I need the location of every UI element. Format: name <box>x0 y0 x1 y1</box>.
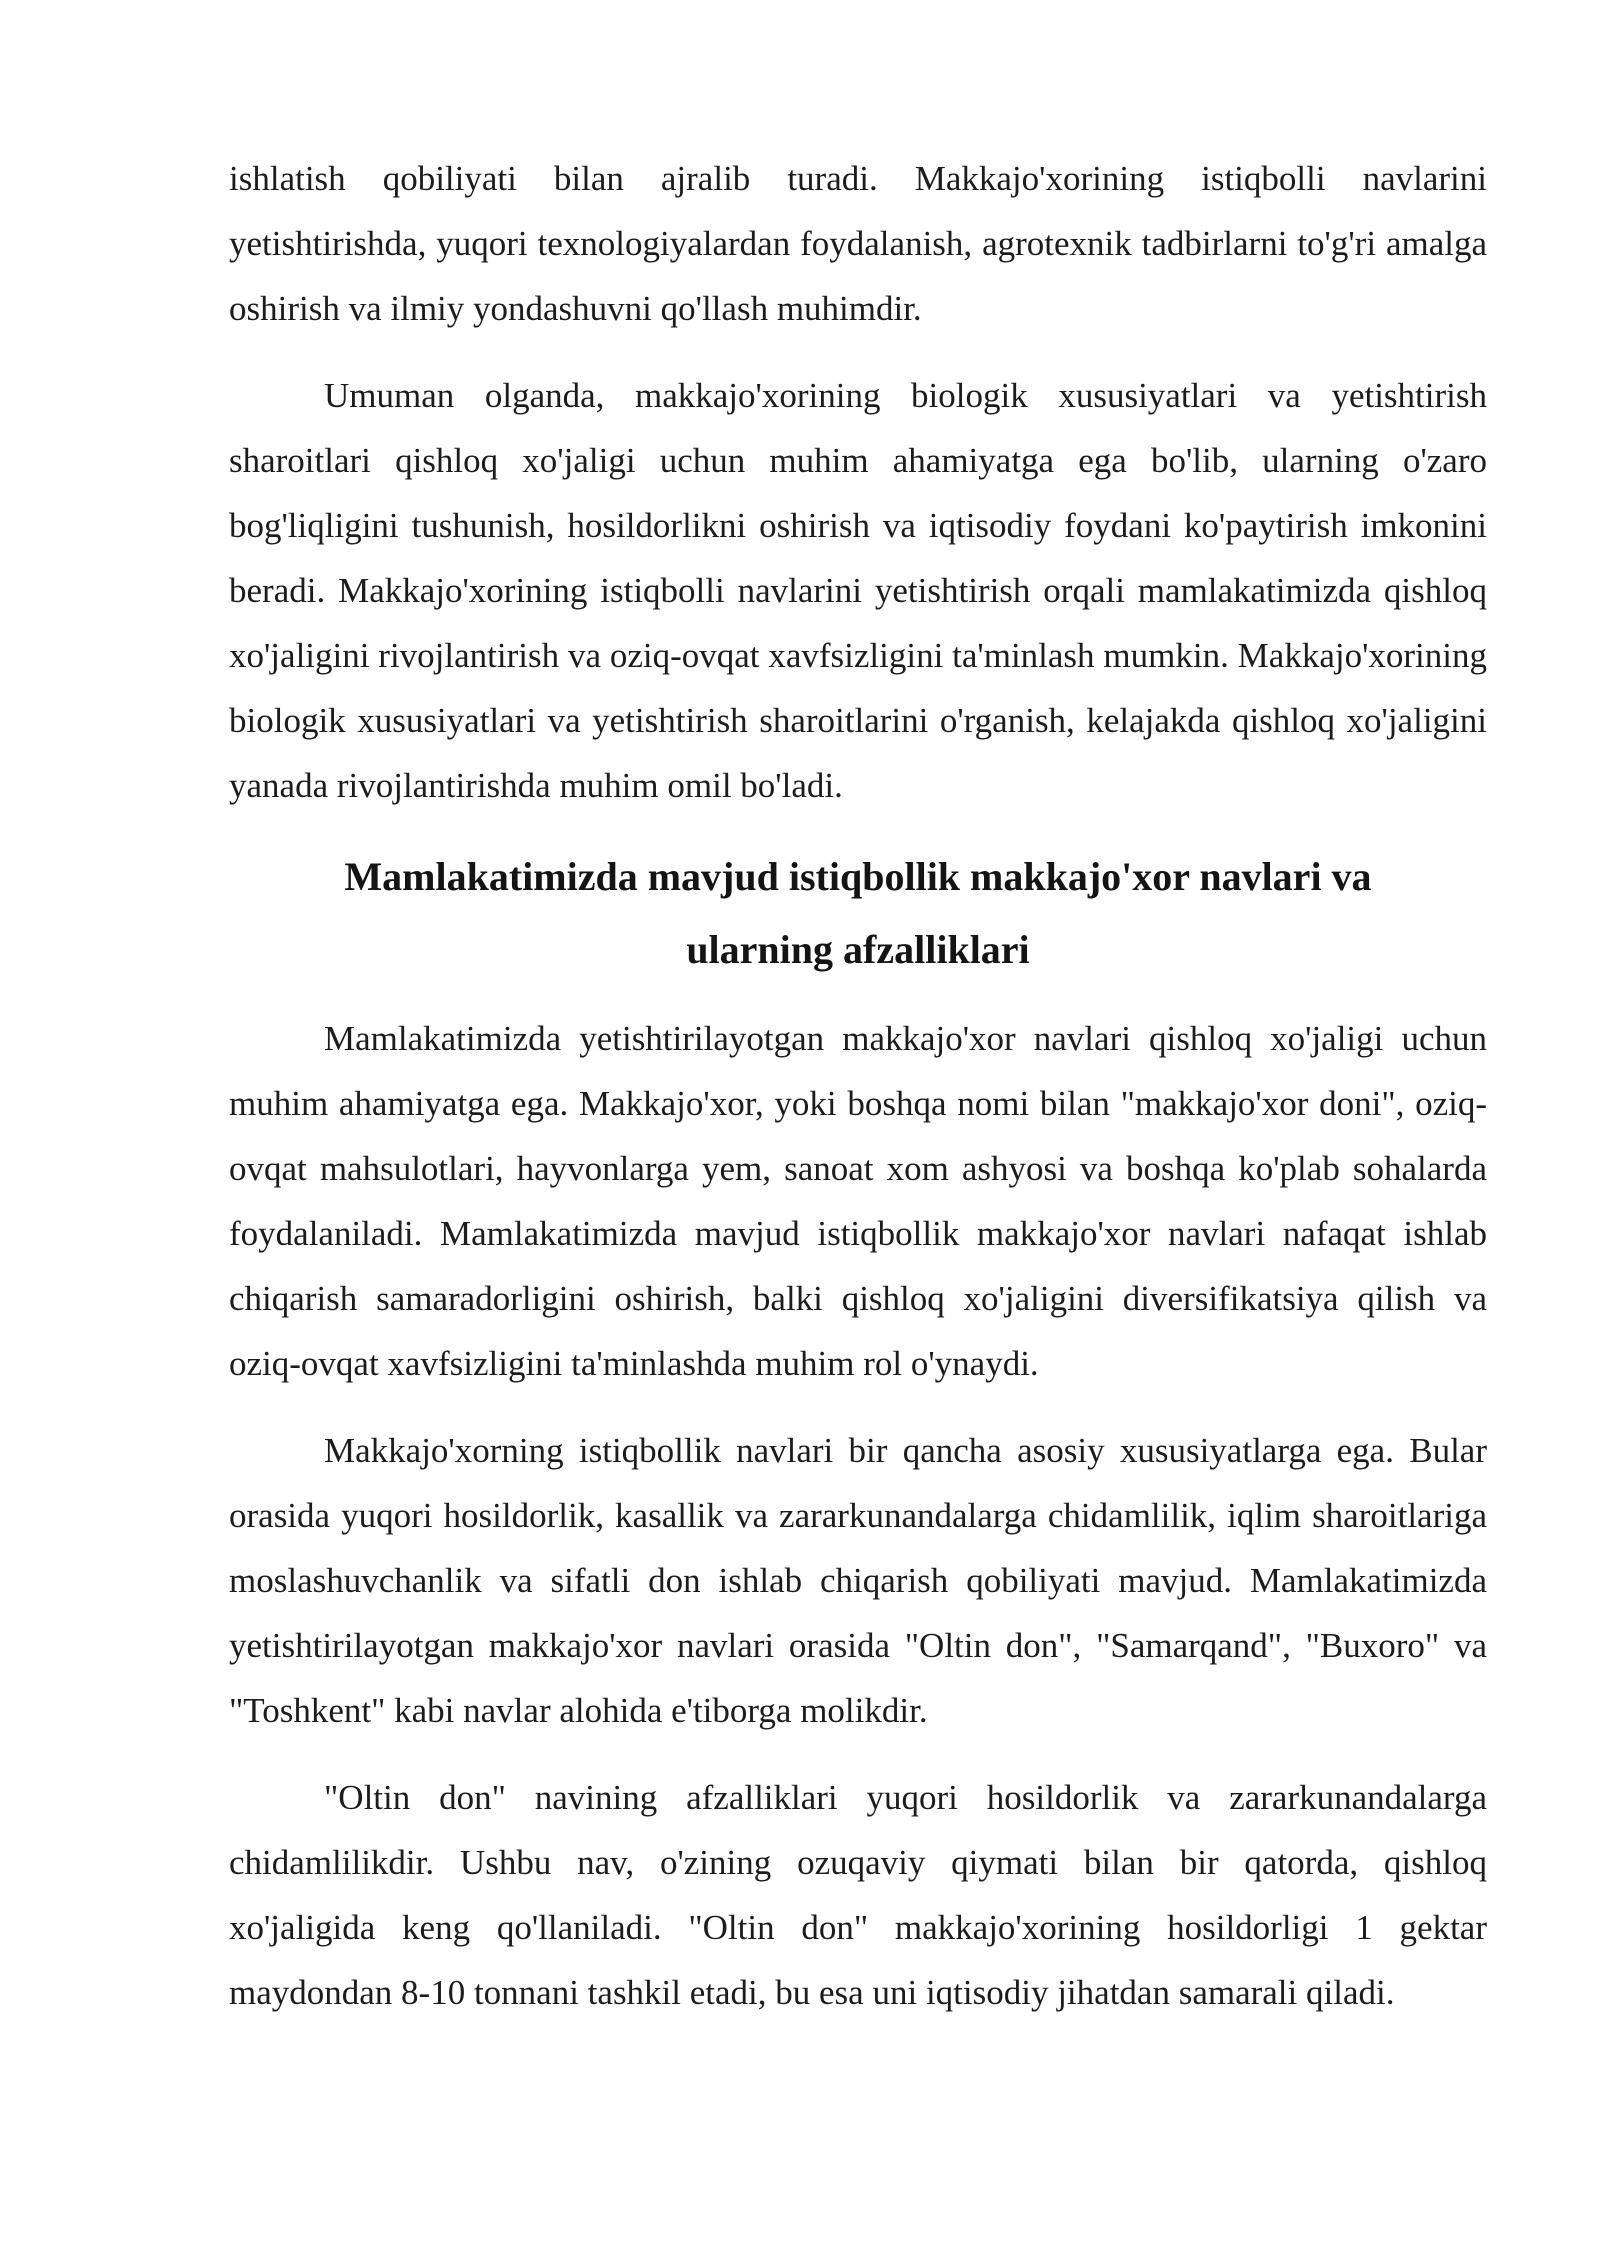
section-heading-line-2: ularning afzalliklari <box>686 927 1030 972</box>
section-heading-line-1: Mamlakatimizda mavjud istiqbollik makkajo'xor navlari va <box>344 854 1372 899</box>
paragraph-conclusion: Umuman olganda, makkajo'xorining biologik xususiyatlari va yetishtirish sharoitlari qishloq xo'jaligi uchun muhim ahamiyatga ega bo'lib, ularning o'zaro bog'liqligini tushunish, hosildorlikni oshirish va iqtisodiy foydani ko'paytirish imkonini beradi. Makkajo'xorining istiqbolli navlarini yetishtirish orqali mamlakatimizda qishloq xo'jaligini rivojlantirish va oziq-ovqat xavfsizligini ta'minlash mumkin. Makkajo'xorining biologik xususiyatlari va yetishtirish sharoitlarini o'rganish, kelajakda qishloq xo'jaligini yanada rivojlantirishda muhim omil bo'ladi. <box>229 376 1487 805</box>
paragraph-oltin-don: "Oltin don" navining afzalliklari yuqori hosildorlik va zararkunandalarga chidamlilikdir. Ushbu nav, o'zining ozuqaviy qiymati bilan bir qatorda, qishloq xo'jaligida keng qo'llaniladi. "Oltin don" makkajo'xorining hosildorligi 1 gektar maydondan 8-10 tonnani tashkil etadi, bu esa uni iqtisodiy jihatdan samarali qiladi. <box>229 1778 1487 2012</box>
section-heading <box>229 840 1487 986</box>
document-page <box>229 146 1487 2047</box>
paragraph-features: Makkajo'xorning istiqbollik navlari bir qancha asosiy xususiyatlarga ega. Bular orasida yuqori hosildorlik, kasallik va zararkunandalarga chidamlilik, iqlim sharoitlariga moslashuvchanlik va sifatli don ishlab chiqarish qobiliyati mavjud. Mamlakatimizda yetishtirilayotgan makkajo'xor navlari orasida "Oltin don", "Samarqand", "Buxoro" va "Toshkent" kabi navlar alohida e'tiborga molikdir. <box>229 1431 1487 1730</box>
paragraph-intro: Mamlakatimizda yetishtirilayotgan makkajo'xor navlari qishloq xo'jaligi uchun muhim ahamiyatga ega. Makkajo'xor, yoki boshqa nomi bilan "makkajo'xor doni", oziq-ovqat mahsulotlari, hayvonlarga yem, sanoat xom ashyosi va boshqa ko'plab sohalarda foydalaniladi. Mamlakatimizda mavjud istiqbollik makkajo'xor navlari nafaqat ishlab chiqarish samaradorligini oshirish, balki qishloq xo'jaligini diversifikatsiya qilish va oziq-ovqat xavfsizligini ta'minlashda muhim rol o'ynaydi. <box>229 1019 1487 1383</box>
paragraph-continuation: ishlatish qobiliyati bilan ajralib turadi. Makkajo'xorining istiqbolli navlarini yetishtirishda, yuqori texnologiyalardan foydalanish, agrotexnik tadbirlarni to'g'ri amalga oshirish va ilmiy yondashuvni qo'llash muhimdir. <box>229 159 1487 328</box>
